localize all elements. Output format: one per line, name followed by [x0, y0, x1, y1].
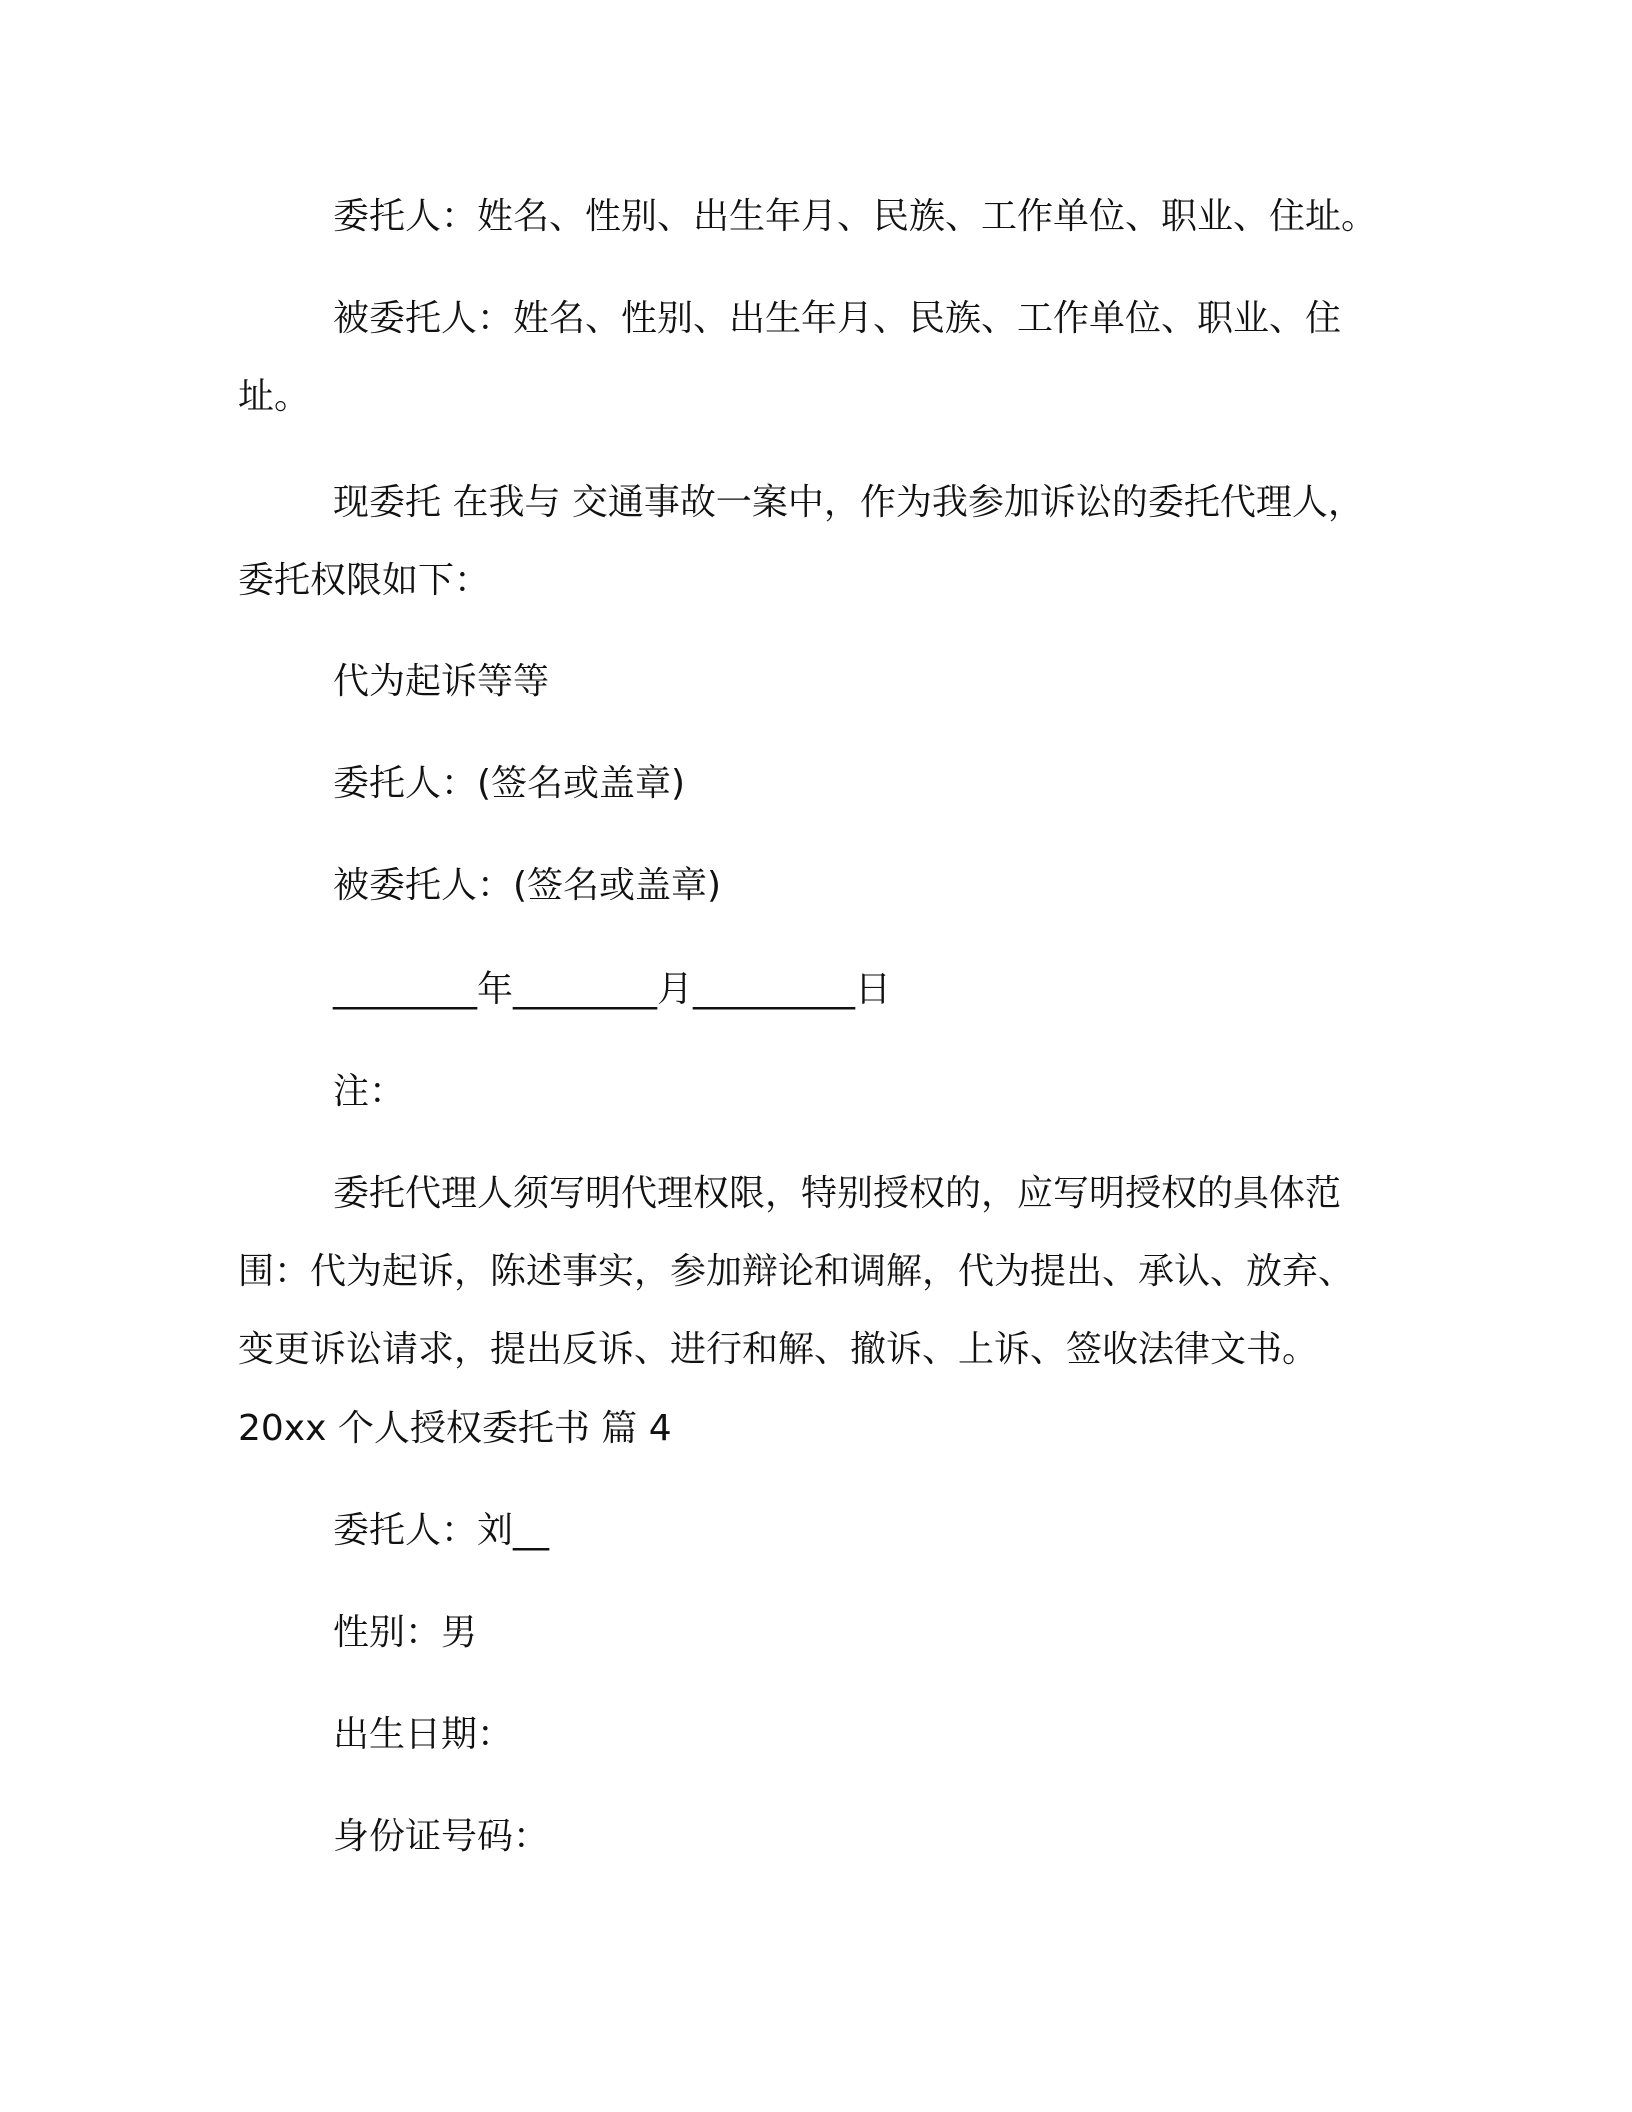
gender-line: 性别：男	[333, 1612, 478, 1653]
id-number-line: 身份证号码：	[333, 1816, 550, 1857]
note-label: 注：	[333, 1071, 406, 1112]
paragraph-agent-info: 被委托人：姓名、性别、出生年月、民族、工作单位、职业、住址。	[238, 298, 1342, 417]
paragraph-principal-info: 委托人：姓名、性别、出生年月、民族、工作单位、职业、住址。	[333, 196, 1378, 237]
note-paragraph: 委托代理人须写明代理权限，特别授权的，应写明授权的具体范围：代为起诉，陈述事实，参加辩论和调解，代为提出、承认、放弃、变更诉讼请求，提出反诉、进行和解、撤诉、上诉、签收法律文书。	[238, 1173, 1355, 1370]
paragraph-authority: 代为起诉等等	[333, 661, 550, 702]
principal-name-line: 委托人：刘__	[333, 1510, 550, 1551]
agent-signature-line: 被委托人：(签名或盖章)	[333, 865, 722, 906]
paragraph-entrustment: 现委托 在我与 交通事故一案中，作为我参加诉讼的委托代理人，委托权限如下：	[238, 482, 1364, 601]
principal-signature-line: 委托人：(签名或盖章)	[333, 763, 686, 804]
birth-date-line: 出生日期：	[333, 1714, 514, 1755]
date-line: ________年________月_________日	[333, 969, 891, 1010]
section-heading: 20xx 个人授权委托书 篇 4	[238, 1408, 672, 1449]
